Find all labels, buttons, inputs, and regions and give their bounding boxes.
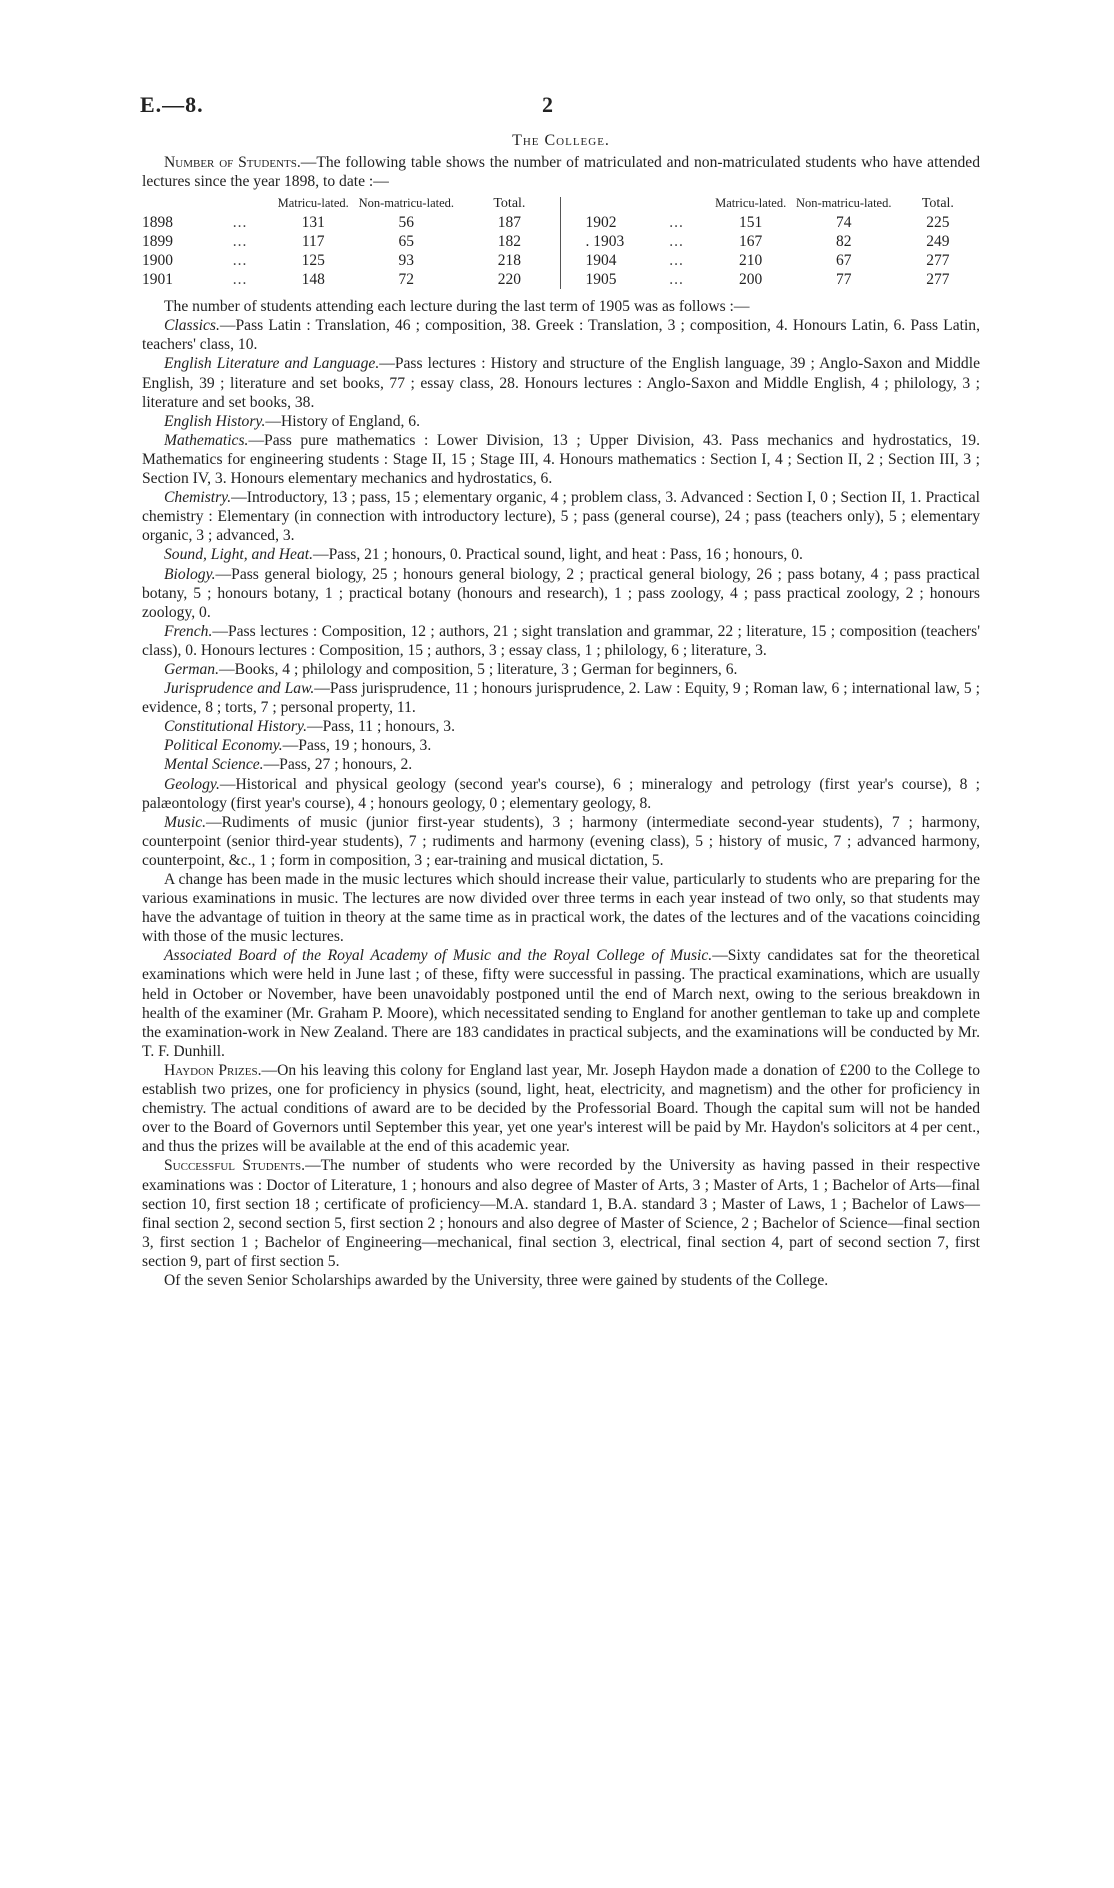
paragraph-lead: Geology. — [164, 775, 220, 793]
paragraph-text: —Rudiments of music (junior first-year students), 3 ; harmony (intermediate second-year students), 7 ; harmony, counterpoint (senior third-year students), 7 ; rudiments and harmony (evening class), 5 ; history of music, 7 ; advanced harmony, counterpoint, &c., 1 ; form in composition, 3 ; ear-training and musical dictation, 5. — [142, 813, 980, 869]
total-cell: 225 — [926, 214, 950, 232]
paragraph — [142, 946, 980, 1061]
paragraph-heading: Successful Students. — [164, 1157, 306, 1175]
paragraph — [142, 1156, 980, 1271]
dots-cell: ... — [232, 271, 248, 289]
dots-cell: ... — [669, 271, 684, 289]
dots-cell: ... — [232, 214, 248, 232]
column-divider — [561, 213, 580, 232]
paragraph-lead: English Literature and Language. — [164, 355, 380, 373]
table-row — [142, 232, 980, 251]
paragraph-text: —The number of students who were recorded by the University as having passed in their respective examinations was : Doctor of Literature, 1 ; honours and also degree of Master of Arts, 3 ; Master of Arts, 1 ; Bachelor of Arts—final section 10, first section 18 ; certificate of proficiency—M.A. standard 1, B.A. standard 3 ; Master of Laws, 1 ; Bachelor of Laws—final section 2, second section 5, first section 2 ; honours and also degree of Master of Science, 2 ; Bachelor of Science—final section 3, first section 1 ; Bachelor of Engineering—mechanical, final section 3, electrical, final section 4, part of second section 7, first section 9, part of first section 5. — [142, 1157, 980, 1270]
paragraph-text: —Pass pure mathematics : Lower Division, 13 ; Upper Division, 43. Pass mechanics and hydrostatics, 19. Mathematics for engineering students : Stage II, 15 ; Stage III, 4. Honours mathematics : Section I, 4 ; Section II, 2 ; Section III, 3 ; Section IV, 3. Honours elementary mechanics and hydrostatics, 6. — [142, 431, 980, 488]
year-cell: 1900 — [142, 252, 173, 270]
table-row — [142, 251, 980, 270]
paragraph-text: —History of England, 6. — [265, 412, 420, 430]
total-cell: 277 — [926, 252, 950, 270]
paragraph — [142, 316, 980, 354]
paragraph-text: —Pass jurisprudence, 11 ; honours jurisprudence, 2. Law : Equity, 9 ; Roman law, 6 ; international law, 5 ; evidence, 8 ; torts, 7 ; personal property, 11. — [142, 680, 980, 717]
paragraph-text: —Pass lectures : History and structure of the English language, 39 ; Anglo-Saxon and Middle English, 39 ; literature and set books, 77 ; essay class, 28. Honours lectures : Anglo-Saxon and Middle English, 4 ; philology, 3 ; literature and set books, 38. — [142, 355, 980, 411]
matriculated-cell: 131 — [301, 214, 325, 232]
paragraph-lead: Music. — [164, 813, 207, 831]
non-matriculated-cell: 56 — [398, 214, 415, 232]
paragraph — [142, 545, 980, 564]
matriculated-cell: 125 — [301, 252, 325, 270]
table-row — [142, 213, 980, 232]
column-divider — [561, 251, 580, 270]
document-code: E.—8. — [140, 92, 204, 117]
paragraph-lead: Constitutional History. — [164, 718, 307, 736]
paragraph-lead: Chemistry. — [164, 489, 232, 507]
document-page — [142, 84, 980, 1290]
dots-cell: ... — [669, 252, 684, 270]
intro-paragraph — [142, 153, 980, 191]
paragraph-text: —Introductory, 13 ; pass, 15 ; elementary organic, 4 ; problem class, 3. Advanced : Section I, 0 ; Section II, 1. Practical chemistry : Elementary (in connection with introductory lecture), 5 ; pass (general course), 24 ; pass (teachers only), 5 ; elementary organic, 3 ; advanced, 3. — [142, 489, 980, 545]
paragraph-text: —Books, 4 ; philology and composition, 5 ; literature, 3 ; German for beginners, 6. — [219, 660, 738, 678]
paragraph-lead: Political Economy. — [164, 737, 283, 755]
paragraph-text: —Pass, 21 ; honours, 0. Practical sound, light, and heat : Pass, 16 ; honours, 0. — [313, 546, 803, 564]
col-header-non-matriculated: Non-matricu-lated. — [358, 196, 455, 211]
col-header-total: Total. — [493, 196, 526, 212]
intro-text: —The following table shows the number of matriculated and non-matriculated students who have attended lectures since the year 1898, to date :— — [142, 154, 981, 191]
paragraph — [142, 775, 980, 813]
intro-heading: Number of Students. — [164, 154, 301, 171]
paragraph — [142, 736, 980, 755]
year-cell: 1902 — [585, 214, 617, 232]
paragraph — [142, 354, 980, 411]
year-cell: 1899 — [142, 233, 173, 251]
col-header-matriculated: Matricu-lated. — [277, 196, 349, 211]
paragraph-lead: Classics. — [164, 317, 220, 335]
total-cell: 218 — [497, 252, 522, 270]
paragraph-lead: Sound, Light, and Heat. — [164, 546, 314, 564]
paragraph — [142, 755, 980, 774]
non-matriculated-cell: 82 — [836, 233, 852, 251]
paragraph — [142, 565, 980, 622]
paragraph-text: —Historical and physical geology (second year's course), 6 ; mineralogy and petrology (first year's course), 8 ; palæontology (first year's course), 4 ; honours geology, 0 ; elementary geology, 8. — [142, 775, 980, 812]
paragraph-text: —Pass, 27 ; honours, 2. — [263, 756, 413, 774]
matriculated-cell: 167 — [739, 233, 763, 251]
total-cell: 249 — [926, 233, 950, 251]
dots-cell: ... — [232, 252, 248, 270]
matriculated-cell: 210 — [739, 252, 763, 270]
dots-cell: ... — [232, 233, 248, 251]
paragraph — [142, 1061, 980, 1156]
paragraph-text: —Pass, 19 ; honours, 3. — [282, 737, 432, 755]
body-text — [142, 297, 980, 1290]
paragraph — [142, 660, 980, 679]
paragraph — [142, 870, 980, 946]
matriculated-cell: 200 — [739, 271, 763, 289]
paragraph-text: —Pass, 11 ; honours, 3. — [306, 718, 455, 736]
non-matriculated-cell: 67 — [836, 252, 852, 270]
paragraph-lead: English History. — [164, 412, 266, 430]
paragraph-lead: French. — [164, 622, 213, 640]
year-cell: 1898 — [142, 214, 173, 232]
paragraph-lead: Jurisprudence and Law. — [164, 680, 315, 698]
column-divider — [561, 232, 580, 251]
paragraph-heading: Haydon Prizes. — [164, 1061, 262, 1079]
paragraph-lead: Mental Science. — [164, 756, 264, 774]
paragraph-text: The number of students attending each lecture during the last term of 1905 was as follows :— — [164, 298, 750, 316]
non-matriculated-cell: 93 — [398, 252, 415, 270]
paragraph-text: Of the seven Senior Scholarships awarded by the University, three were gained by students of the College. — [164, 1271, 829, 1289]
year-cell: . 1903 — [585, 233, 625, 251]
paragraph — [142, 1271, 980, 1290]
matriculated-cell: 148 — [301, 271, 325, 289]
col-header-total: Total. — [921, 196, 954, 212]
year-cell: 1905 — [585, 271, 617, 289]
dots-cell: ... — [669, 214, 684, 232]
matriculated-cell: 117 — [301, 233, 325, 251]
non-matriculated-cell: 65 — [398, 233, 415, 251]
non-matriculated-cell: 72 — [398, 271, 415, 289]
paragraph-text: —Pass lectures : Composition, 12 ; authors, 21 ; sight translation and grammar, 22 ; literature, 15 ; composition (teachers' class), 0. Honours lectures : Composition, 15 ; authors, 3 ; essay class, 1 ; philology, 6 ; literature, 3. — [142, 622, 980, 659]
total-cell: 182 — [497, 233, 522, 251]
paragraph-text: —Pass Latin : Translation, 46 ; composition, 38. Greek : Translation, 3 ; composition, 4. Honours Latin, 6. Pass Latin, teachers' class, 10. — [142, 317, 980, 354]
dots-cell: ... — [669, 233, 684, 251]
page-header — [142, 84, 980, 124]
paragraph-lead: Mathematics. — [164, 431, 249, 449]
paragraph-text: —Sixty candidates sat for the theoretical examinations which were held in June last ; of these, fifty were successful in passing. The practical examinations, which are usually held in October or November, have been unavoidably postponed until the end of March next, owing to the serious breakdown in health of the examiner (Mr. Graham P. Moore), which necessitated sending to England for another gentleman to take up and complete the examination-work in New Zealand. There are 183 candidates in practical subjects, and the examinations will be conducted by Mr. T. F. Dunhill. — [142, 947, 980, 1060]
paragraph-lead: Associated Board of the Royal Academy of Music and the Royal College of Music. — [164, 947, 713, 965]
total-cell: 187 — [497, 214, 522, 232]
col-header-matriculated: Matricu-lated. — [715, 196, 787, 211]
paragraph — [142, 431, 980, 488]
paragraph-text: A change has been made in the music lectures which should increase their value, particularly to students who are preparing for the various examinations in music. The lectures are now divided over three terms in each year instead of two only, so that students may have the advantage of tuition in theory at the same time as in practical work, the dates of the lectures and of the vacations coinciding with those of the music lectures. — [142, 871, 980, 946]
matriculated-cell: 151 — [739, 214, 763, 232]
paragraph — [142, 297, 980, 316]
paragraph-lead: German. — [164, 660, 220, 678]
column-divider — [561, 270, 580, 289]
non-matriculated-cell: 77 — [836, 271, 852, 289]
year-cell: 1904 — [585, 252, 617, 270]
students-table — [142, 197, 980, 289]
non-matriculated-cell: 74 — [836, 214, 852, 232]
paragraph — [142, 488, 980, 545]
col-header-non-matriculated: Non-matricu-lated. — [796, 196, 892, 211]
paragraph — [142, 679, 980, 717]
paragraph — [142, 412, 980, 431]
paragraph-text: —Pass general biology, 25 ; honours general biology, 2 ; practical general biology, 26 ; pass botany, 4 ; pass practical botany, 5 ; honours botany, 1 ; practical botany (honours and research), 1 ; pass zoology, 4 ; pass practical zoology, 2 ; honours zoology, 0. — [142, 565, 980, 621]
table-body — [142, 213, 980, 289]
total-cell: 220 — [497, 271, 522, 289]
year-cell: 1901 — [142, 271, 173, 289]
section-title: The College. — [512, 132, 610, 149]
paragraph — [142, 717, 980, 736]
paragraph — [142, 813, 980, 870]
paragraph — [142, 622, 980, 660]
paragraph-lead: Biology. — [164, 565, 216, 583]
total-cell: 277 — [926, 271, 950, 289]
page-number: 2 — [542, 92, 553, 117]
table-row — [142, 270, 980, 289]
paragraph-text: —On his leaving this colony for England last year, Mr. Joseph Haydon made a donation of £200 to the College to establish two prizes, one for proficiency in physics (sound, light, heat, electricity, and magnetism) and the other for proficiency in chemistry. The actual conditions of award are to be decided by the Professorial Board. Though the capital sum will not be handed over to the Board of Governors until September this year, yet one year's interest will be paid by Mr. Haydon's solicitors at 4 per cent., and thus the prizes will be available at the end of this academic year. — [142, 1061, 980, 1156]
